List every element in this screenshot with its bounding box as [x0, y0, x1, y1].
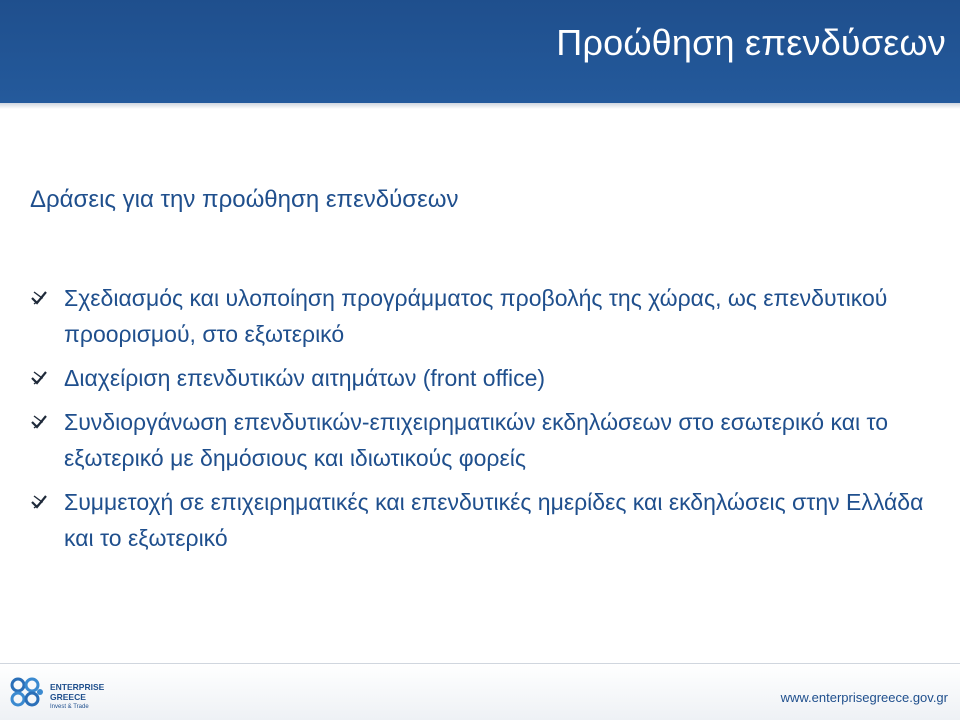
- bullet-list: [30, 280, 930, 564]
- bullet-text: Σχεδιασμός και υλοποίηση προγράμματος προβολής της χώρας, ως επενδυτικού προορισμού, στο εξωτερικό: [64, 285, 888, 347]
- logo-line-1: ENTERPRISE: [50, 682, 105, 692]
- title-bar-shadow: [0, 103, 960, 109]
- bullet-text: Συμμετοχή σε επιχειρηματικές και επενδυτικές ημερίδες και εκδηλώσεις στην Ελλάδα και το εξωτερικό: [64, 489, 924, 551]
- bullet-item: [30, 360, 930, 396]
- bullet-text: Συνδιοργάνωση επενδυτικών-επιχειρηματικών εκδηλώσεων στο εσωτερικό και το εξωτερικό με δημόσιους και ιδιωτικούς φορείς: [64, 409, 889, 471]
- enterprise-greece-logo: [8, 675, 138, 711]
- logo-wordmark: [50, 682, 104, 712]
- logo-knot-icon: [8, 675, 46, 711]
- bullet-item: [30, 280, 930, 352]
- logo-tagline: Invest & Trade: [50, 704, 89, 710]
- footer-url[interactable]: www.enterprisegreece.gov.gr: [780, 690, 948, 705]
- bullet-text: Διαχείριση επενδυτικών αιτημάτων (front office): [64, 365, 546, 391]
- bullet-item: [30, 404, 930, 476]
- slide-subtitle: Δράσεις για την προώθηση επενδύσεων: [30, 186, 459, 213]
- title-bar: [0, 0, 960, 103]
- slide-title: Προώθηση επενδύσεων: [556, 22, 946, 63]
- arrow-check-bullet-icon: [30, 289, 48, 307]
- arrow-check-bullet-icon: [30, 493, 48, 511]
- arrow-check-bullet-icon: [30, 413, 48, 431]
- arrow-check-bullet-icon: [30, 369, 48, 387]
- logo-line-2: GREECE: [50, 692, 86, 702]
- bullet-item: [30, 484, 930, 556]
